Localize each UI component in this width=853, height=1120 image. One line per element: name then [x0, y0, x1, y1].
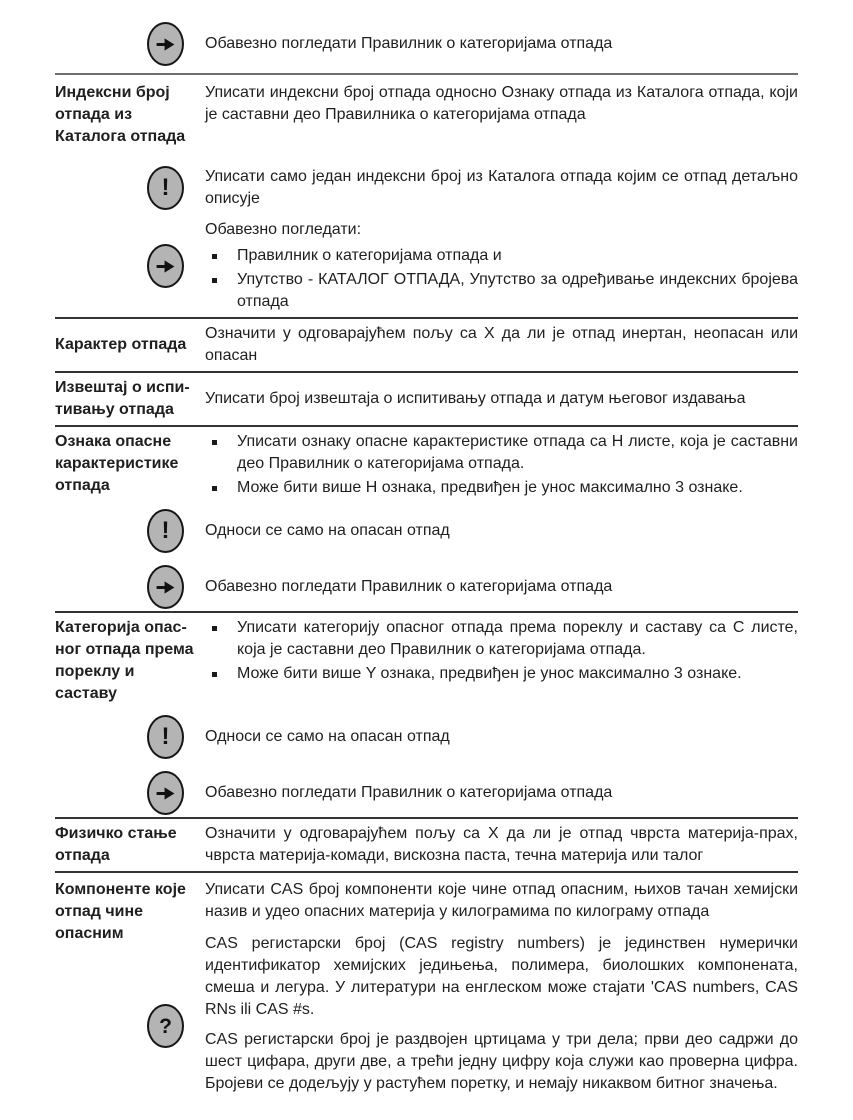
instruction-text: Обавезно погледати Правилник о категоријама отпада — [205, 784, 613, 801]
bullet-list — [205, 617, 798, 685]
instruction-text: Уписати индексни број отпада односно Ознаку отпада из Каталога отпада, који је саставни део Правилника о категоријама отпада — [205, 84, 798, 123]
bullet-item — [205, 663, 798, 685]
bullet-item — [205, 245, 798, 267]
exclamation-icon — [147, 166, 184, 210]
icon-cell — [55, 166, 205, 210]
arrow-right-icon — [147, 244, 184, 288]
instruction-text: Уписати само један индексни број из Каталога отпада којим се отпад детаљно описује — [205, 168, 798, 207]
bullet-text: Може бити више Y ознака, предвиђен је унос максимално 3 ознаке. — [237, 665, 742, 682]
bullet-marker — [212, 486, 217, 491]
instruction-text: CAS регистарски број (CAS registry numbers) је јединствен нумерички идентификатор хемијских једињења, полимера, биолошких компонената, смеша и легура. У литератури на енглеском може стајати 'CAS numbers, CAS RNs ili CAS #s. — [205, 935, 798, 1018]
bullet-marker — [212, 278, 217, 283]
row-label: Физичко стање отпада — [55, 825, 177, 864]
exclamation-icon — [147, 715, 184, 759]
exclamation-glyph: ! — [161, 517, 170, 544]
bullet-list — [205, 245, 798, 313]
instruction-text: Односи се само на опасан отпад — [205, 728, 450, 745]
question-glyph: ? — [159, 1014, 172, 1038]
exclamation-icon — [147, 509, 184, 553]
arrow-right-icon — [147, 771, 184, 815]
bullet-item — [205, 617, 798, 661]
exclamation-glyph: ! — [161, 723, 170, 750]
row-label: Карактер отпада — [55, 336, 187, 353]
row-label: Категорија опас-ног отпада према пореклу и саставу — [55, 619, 194, 702]
arrow-right-glyph — [155, 259, 176, 274]
bullet-item — [205, 431, 798, 475]
bullet-text: Уписати ознаку опасне карактеристике отпада са Н листе, која је саставни део Правилник о категоријама отпада. — [237, 433, 798, 472]
icon-cell — [55, 771, 205, 815]
section-intro-note — [55, 21, 798, 67]
instruction-text: Обавезно погледати Правилник о категоријама отпада — [205, 578, 613, 595]
instruction-text: CAS регистарски број је раздвојен цртицама у три дела; први део садржи до шест цифара, други две, а трећи једну цифру која служи као проверна цифра. Бројеви се додељују у растућем поретку, и немају никаквом битног значења. — [205, 1031, 798, 1092]
icon-cell — [55, 22, 205, 66]
section-physical-state — [55, 819, 798, 871]
icon-cell — [55, 509, 205, 553]
exclamation-glyph: ! — [161, 174, 170, 201]
row-label: Индексни број отпада из Каталога отпада — [55, 84, 186, 145]
bullet-marker — [212, 440, 217, 445]
section-hazard-mark — [55, 427, 798, 611]
row-label: Ознака опасне карактеристике отпада — [55, 433, 179, 494]
bullet-text: Може бити више Н ознака, предвиђен је унос максимално 3 ознаке. — [237, 479, 743, 496]
icon-cell — [55, 715, 205, 759]
question-icon — [147, 1004, 184, 1048]
arrow-right-icon — [147, 565, 184, 609]
list-intro: Обавезно погледати: — [205, 221, 362, 238]
section-hazard-components — [55, 873, 798, 1095]
bullet-marker — [212, 254, 217, 259]
instruction-text: Обавезно погледати Правилник о категоријама отпада — [205, 35, 613, 52]
arrow-right-glyph — [155, 786, 176, 801]
instruction-text: Означити у одговарајућем пољу са X да ли је отпад чврста материја-прах, чврста материја-комади, вискозна паста, течна материја или талог — [205, 825, 798, 864]
instruction-text: Означити у одговарајућем пољу са X да ли је отпад инертан, неопасан или опасан — [205, 325, 798, 364]
arrow-right-glyph — [155, 37, 176, 52]
icon-cell — [55, 244, 205, 288]
instruction-text: Уписати CAS број компоненти које чине отпад опасним, њихов тачан хемијски назив и удео опасних материја у килограмима по килограму отпада — [205, 881, 798, 920]
bullet-marker — [212, 626, 217, 631]
row-label: Извештај о испи-тивању отпада — [55, 379, 190, 418]
bullet-text: Уписати категорију опасног отпада према пореклу и саставу са С листе, која је саставни део Правилник о категоријама отпада. — [237, 619, 798, 658]
bullet-text: Упутство - КАТАЛОГ ОТПАДА, Упутство за одређивање индексних бројева отпада — [237, 271, 798, 310]
section-index-number — [55, 75, 798, 317]
section-waste-character — [55, 319, 798, 371]
icon-cell — [55, 565, 205, 609]
bullet-marker — [212, 672, 217, 677]
section-hazard-category — [55, 613, 798, 817]
instruction-text: Уписати број извештаја о испитивању отпада и датум његовог издавања — [205, 390, 746, 407]
bullet-text: Правилник о категоријама отпада и — [237, 247, 502, 264]
arrow-right-glyph — [155, 580, 176, 595]
bullet-list — [205, 431, 798, 499]
instruction-text: Односи се само на опасан отпад — [205, 522, 450, 539]
row-label: Компоненте које отпад чине опасним — [55, 881, 186, 942]
bullet-item — [205, 269, 798, 313]
bullet-item — [205, 477, 798, 499]
section-test-report — [55, 373, 798, 425]
arrow-right-icon — [147, 22, 184, 66]
